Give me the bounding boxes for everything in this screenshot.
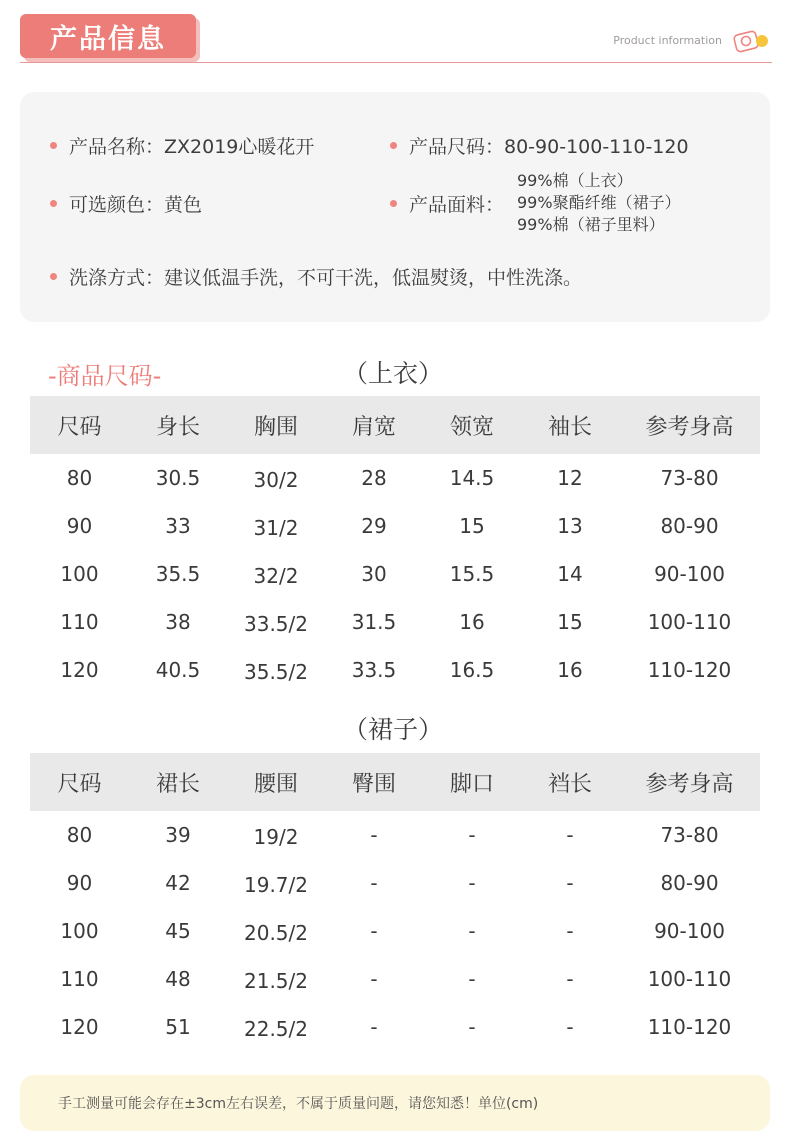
info-product-name-text: 产品名称：ZX2019心暖花开	[69, 136, 315, 158]
table-cell: 29	[361, 514, 387, 538]
table-cell: 33.5/2	[244, 612, 308, 636]
table-cell: 14	[557, 562, 583, 586]
table-header-row	[30, 396, 760, 454]
measurement-note	[20, 1075, 770, 1131]
skirt-size-table	[30, 753, 760, 1051]
table-cell: 13	[557, 514, 583, 538]
table-cell: 39	[165, 823, 191, 847]
table-row	[30, 811, 760, 859]
table-cell: 120	[60, 658, 99, 682]
table-cell: 15	[459, 514, 485, 538]
table-cell: 80	[66, 466, 93, 490]
table-row	[30, 550, 760, 598]
table-cell: 16	[557, 658, 583, 682]
table-cell: 80	[66, 823, 93, 847]
info-wash-text: 洗涤方式：建议低温手洗，不可干洗，低温熨烫，中性洗涤。	[69, 267, 583, 289]
info-wash	[50, 263, 582, 290]
table-cell: 100	[60, 919, 99, 943]
table-cell: 80-90	[660, 871, 719, 895]
table-cell: -	[370, 1015, 378, 1039]
table-cell: 19.7/2	[244, 873, 308, 897]
table-row	[30, 907, 760, 955]
table-cell: 73-80	[660, 466, 719, 490]
table-cell: 48	[165, 967, 191, 991]
measurement-note-text: 手工测量可能会存在±3cm左右误差，不属于质量问题，请您知悉！单位(cm)	[58, 1096, 539, 1112]
table-cell: 31/2	[253, 516, 299, 540]
table-cell: 110-120	[647, 658, 732, 682]
table-cell: 28	[361, 466, 387, 490]
table-cell: 42	[165, 871, 191, 895]
table-header-row	[30, 753, 760, 811]
table-cell: -	[566, 967, 574, 991]
table-row	[30, 859, 760, 907]
info-fabric	[390, 190, 504, 217]
table-cell: 110-120	[647, 1015, 732, 1039]
column-header: 肩宽	[351, 414, 396, 440]
table-cell: -	[566, 919, 574, 943]
table-cell: 15	[557, 610, 583, 634]
table-cell: -	[566, 823, 574, 847]
table-cell: 31.5	[351, 610, 397, 634]
table-cell: 21.5/2	[244, 969, 308, 993]
bullet-dot	[50, 273, 57, 280]
table-cell: -	[370, 823, 378, 847]
fabric-item: 99%棉（上衣）	[517, 171, 633, 190]
table-cell: -	[468, 967, 476, 991]
table-cell: -	[468, 1015, 476, 1039]
header-subtitle: Product information	[613, 34, 722, 47]
table-cell: 22.5/2	[244, 1017, 308, 1041]
bullet-dot	[390, 142, 397, 149]
table-row	[30, 955, 760, 1003]
fabric-item: 99%聚酯纤维（裙子）	[517, 193, 681, 212]
info-fabric-label: 产品面料：	[409, 194, 505, 216]
column-header: 参考身高	[645, 771, 734, 797]
table-cell: 30.5	[155, 466, 201, 490]
info-product-size-text: 产品尺码：80-90-100-110-120	[409, 136, 689, 158]
column-header: 袖长	[547, 414, 592, 440]
section-title: -商品尺码-	[48, 362, 162, 390]
table-cell: 51	[165, 1015, 191, 1039]
column-header: 参考身高	[645, 414, 734, 440]
table-cell: 100-110	[647, 967, 732, 991]
column-header: 尺码	[57, 771, 102, 797]
table-cell: 16	[459, 610, 485, 634]
table-cell: 33.5	[351, 658, 397, 682]
table-cell: 110	[60, 967, 99, 991]
top-table-caption: （上衣）	[343, 359, 444, 388]
table-row	[30, 598, 760, 646]
table-cell: -	[566, 1015, 574, 1039]
column-header: 裆长	[547, 771, 592, 797]
table-cell: 19/2	[253, 825, 299, 849]
column-header: 裙长	[155, 771, 200, 797]
camera-flower-icon	[733, 28, 771, 54]
table-cell: 20.5/2	[244, 921, 308, 945]
table-cell: -	[370, 871, 378, 895]
table-cell: 90-100	[654, 562, 725, 586]
table-cell: 30	[361, 562, 387, 586]
info-color-text: 可选颜色：黄色	[69, 194, 203, 216]
table-cell: -	[370, 967, 378, 991]
table-cell: 35.5	[155, 562, 201, 586]
table-cell: 38	[165, 610, 191, 634]
fabric-item: 99%棉（裙子里料）	[517, 215, 665, 234]
table-row	[30, 1003, 760, 1051]
column-header: 领宽	[449, 414, 494, 440]
table-cell: 110	[60, 610, 99, 634]
skirt-table-caption: （裙子）	[343, 715, 444, 744]
table-row	[30, 502, 760, 550]
top-size-table	[30, 396, 760, 694]
table-cell: 73-80	[660, 823, 719, 847]
bullet-dot	[50, 142, 57, 149]
table-cell: 12	[557, 466, 583, 490]
table-cell: 15.5	[449, 562, 495, 586]
table-cell: -	[468, 823, 476, 847]
column-header: 身长	[155, 414, 200, 440]
info-color	[50, 190, 202, 217]
table-cell: 16.5	[449, 658, 495, 682]
fabric-list	[517, 170, 681, 236]
bullet-dot	[390, 200, 397, 207]
table-cell: 35.5/2	[244, 660, 308, 684]
table-row	[30, 646, 760, 694]
table-cell: 30/2	[253, 468, 299, 492]
table-row	[30, 454, 760, 502]
bullet-dot	[50, 200, 57, 207]
table-cell: 90	[66, 514, 93, 538]
header-divider	[20, 62, 772, 63]
table-cell: -	[468, 871, 476, 895]
table-cell: 40.5	[155, 658, 201, 682]
table-cell: -	[370, 919, 378, 943]
table-cell: 80-90	[660, 514, 719, 538]
table-cell: 90	[66, 871, 93, 895]
table-cell: -	[468, 919, 476, 943]
column-header: 胸围	[253, 414, 298, 440]
header-title: 产品信息	[20, 14, 196, 58]
table-cell: 100	[60, 562, 99, 586]
info-product-size	[390, 132, 689, 159]
column-header: 臀围	[351, 771, 396, 797]
table-cell: 32/2	[253, 564, 299, 588]
table-cell: 100-110	[647, 610, 732, 634]
table-cell: 120	[60, 1015, 99, 1039]
table-cell: -	[566, 871, 574, 895]
table-cell: 90-100	[654, 919, 725, 943]
table-cell: 14.5	[449, 466, 495, 490]
table-cell: 45	[165, 919, 191, 943]
column-header: 腰围	[253, 771, 298, 797]
info-product-name	[50, 132, 314, 159]
column-header: 脚口	[449, 771, 494, 797]
table-cell: 33	[165, 514, 191, 538]
column-header: 尺码	[57, 414, 102, 440]
